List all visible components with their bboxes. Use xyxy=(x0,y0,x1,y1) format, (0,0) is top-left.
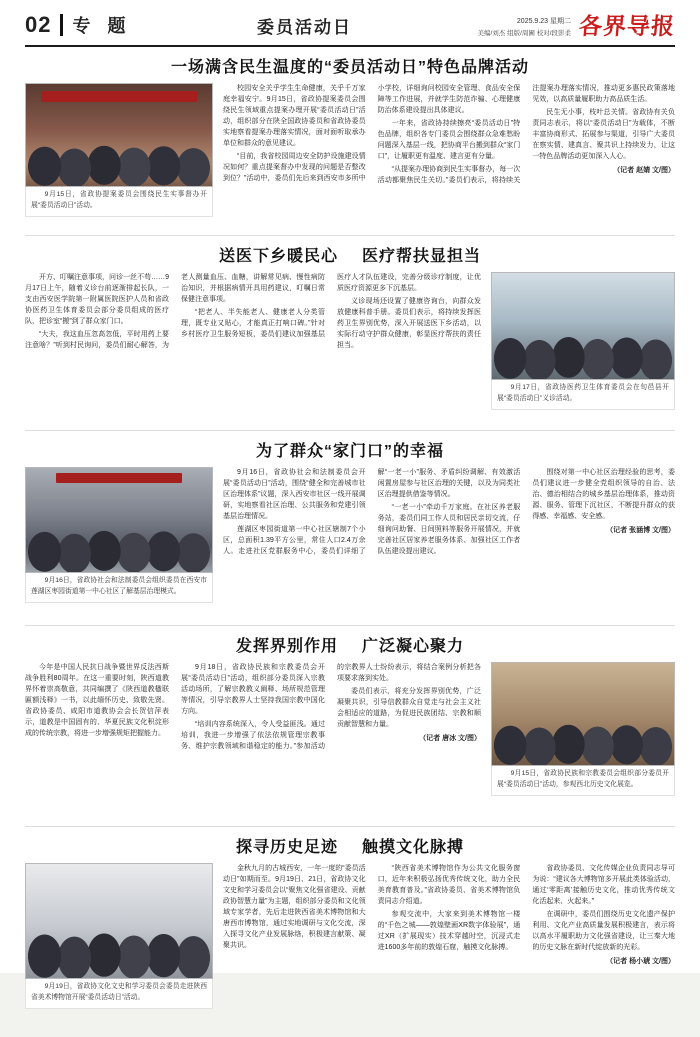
article-body xyxy=(223,467,675,619)
page-number: 02 xyxy=(25,12,52,37)
edition-title: 委员活动日 xyxy=(256,18,352,38)
red-banner xyxy=(56,473,182,482)
paragraph: 莲湖区枣园街道第一中心社区辖制7个小区，总面积1.39平方公里，常住人口2.4万余人。走进社区党群服务中心，委员们详细了解“一老一小”服务、矛盾纠纷调解、有效激活闲置房屋参与社区治理的关键，以及为同类社区治理提供借鉴等情况。 xyxy=(223,469,521,556)
photo-caption: 9月16日，省政协社会和法制委员会组织委员在西安市莲湖区枣园街道第一中心社区了解基层治理模式。 xyxy=(25,573,213,603)
headline-right: 医疗帮扶显担当 xyxy=(362,248,482,265)
visit-photo xyxy=(491,662,675,766)
photo-caption: 9月17日，省政协医药卫生体育委员会在旬邑县开展“委员活动日”义诊活动。 xyxy=(491,380,675,410)
photo-caption: 9月15日，省政协提案委员会围绕民生实事督办开展“委员活动日”活动。 xyxy=(25,187,213,217)
photo-caption: 9月19日，省政协文化文史和学习委员会委员走进陕西省美术博物馆开展“委员活动日”活动。 xyxy=(25,979,213,1009)
headline-left: 送医下乡暖民心 xyxy=(218,248,338,265)
page-header xyxy=(25,12,675,47)
byline: （记者 唐冰 文/图） xyxy=(419,735,481,743)
header-divider xyxy=(60,14,63,36)
people-silhouettes xyxy=(492,718,674,765)
group-photo xyxy=(25,467,213,573)
photo-figure xyxy=(491,272,675,424)
byline: （记者 赵婧 文/图） xyxy=(613,167,675,175)
paragraph: 9月16日，省政协社会和法制委员会开展“委员活动日”活动，围绕“健全和完善城市社区治理体系”议题，深入西安市社区一线开展调研，实地察看社区治理、公共服务和党建引领基层治理情况。 xyxy=(223,469,366,521)
paragraph: 围绕对第一中心社区治理经验的思考，委员们建议进一步健全党组织领导的自治、法治、德治相结合的城乡基层治理体系，推动资源、服务、管理下沉社区，不断提升群众的获得感、幸福感、安全感。 xyxy=(532,469,675,521)
photo-figure xyxy=(491,662,675,820)
section-title: 专 题 xyxy=(72,16,132,36)
paragraph: “大夫，我这血压忽高忽低，平时用药上要注意啥？”听到村民询问，委员们耐心解答，为老人测量血压、血糖，讲解常见病、慢性病防治知识，并根据病情开具用药建议，叮嘱日常保健注意事项。 xyxy=(25,274,325,350)
paragraph: 在调研中，委员们围绕历史文化遗产保护利用、文化产业高质量发展积极建言，表示将以高水平履职助力文化强省建设，让三秦大地的历史文脉在新时代绽放新的光彩。 xyxy=(532,911,675,952)
photo-figure xyxy=(25,467,213,619)
paragraph: 金秋九月的古城西安，一年一度的“委员活动日”如期而至。9月19日、21日，省政协文化文史和学习委员会以“聚焦文化强省建设、贡献政协智慧力量”为主题，组织部分委员和文化领域专家学者，先后走进陕西省美术博物馆和大唐西市博物馆，通过实地调研与文化交流，深入探寻文化产业发展脉络，积极建言献策、凝聚共识。 xyxy=(223,865,366,950)
photo-caption: 9月15日，省政协民族和宗教委员会组织部分委员开展“委员活动日”活动，参观西北历史文化展览。 xyxy=(491,766,675,796)
headline-left: 探寻历史足迹 xyxy=(235,839,338,856)
article-headline: 一场满含民生温度的“委员活动日”特色品牌活动 xyxy=(170,59,529,76)
paragraph: 参观交流中，大家来到美术博物馆一楼的“千色之城——敦煌壁画XR数字体验展”，通过XR（扩展现实）技术穿越时空，沉浸式走进1600多年前的敦煌石窟，触摸文化脉搏。 xyxy=(377,911,521,952)
byline: （记者 张涵博 文/图） xyxy=(606,527,675,535)
article-body xyxy=(25,272,481,424)
article-content xyxy=(25,662,675,820)
header-left xyxy=(25,12,132,38)
paragraph: 开方、叮嘱注意事项，问诊一丝不苟……9月17日上午，随着义诊台前逐渐排起长队，一支由西安医学院第一附属医院医护人员和省政协医药卫生体育委员会部分委员组成的医疗队，把诊室“搬”到了群众家门口。 xyxy=(25,274,169,326)
photo-figure xyxy=(25,83,213,229)
article-content xyxy=(25,272,675,424)
article-content xyxy=(25,863,675,1031)
paragraph: 一年来，省政协持续擦亮“委员活动日”特色品牌，组织各专门委员会围绕群众急难愁盼问题深入基层一线，把协商平台搬到群众“家门口”，让履职更有温度、建言更有分量。 xyxy=(377,120,521,161)
article-content xyxy=(25,467,675,619)
meeting-photo xyxy=(25,83,213,187)
paragraph: 省政协委员、文化传媒企业负责同志导可为说：“建议各大博物馆多开展此类体验活动，通过‘零距离’接触历史文化，推动优秀传统文化活起来、火起来。” xyxy=(532,865,675,906)
article-activity-brand xyxy=(25,47,675,236)
paragraph: “培训内容系统深入，令人受益匪浅。通过培训，我进一步增强了依法依规管理宗教事务、维护宗教领域和谐稳定的能力。”参加活动的宗教界人士纷纷表示，将结合案例分析把各项要求落到实处。 xyxy=(181,664,481,751)
article-content xyxy=(25,83,675,229)
article-body xyxy=(223,863,675,1031)
header-right xyxy=(477,15,675,38)
headline-right: 触摸文化脉搏 xyxy=(362,839,465,856)
paragraph: “陕西省美术博物馆作为公共文化服务窗口，近年来积极弘扬优秀传统文化，助力全民美育教育普及。”省政协委员、省美术博物馆负责同志介绍道。 xyxy=(377,865,521,906)
article-community-governance xyxy=(25,431,675,626)
red-banner xyxy=(41,91,197,102)
paragraph: “一老一小”牵动千万家庭。在社区养老服务站，委员们同工作人员和居民亲切交流，仔细询问助餐、日间照料等服务开展情况，并就完善社区居家养老服务体系、加强社区工作者队伍建设提出建议。 xyxy=(377,504,521,556)
newspaper-logo: 各界导报 xyxy=(577,13,677,40)
article-religious-affairs xyxy=(25,626,675,827)
paragraph: 民生无小事，枝叶总关情。省政协有关负责同志表示，将以“委员活动日”为载体，不断丰富协商形式、拓展参与渠道，引导广大委员在察实情、建真言、聚共识上持续发力，让这一特色品牌活动更加深入人心。 xyxy=(532,109,675,161)
paragraph: “目前，我省校园周边安全防护设施建设情况如何？重点提案督办中发现的问题是否整改到位？”活动中，委员们先后来到西安市多所中小学校，详细询问校园安全管理、食品安全保障等工作进展，并就学生防范诈骗、心理健康防治体系建设提出具体建议。 xyxy=(223,85,521,183)
paragraph: “把老人、半失能老人、健康老人分类管理，既专业又贴心，才能真正打响口碑。”针对乡村医疗卫生服务短板，委员们建议加强基层医疗人才队伍建设，完善分级诊疗制度，让优质医疗资源更多下沉基层。 xyxy=(181,274,481,339)
clinic-photo xyxy=(491,272,675,380)
people-silhouettes xyxy=(492,330,674,379)
article-medical-aid xyxy=(25,236,675,431)
paragraph: 今年是中国人民抗日战争暨世界反法西斯战争胜利80周年。在这一重要时刻，陕西道教界怀着崇高敬意，共同编撰了《陕西道教楹联匾额浅释》一书，以此缅怀历史、致敬先贤。省政协委员、咸阳市道教协会会长贺信萍表示，道教是中国固有的、华夏民族文化积淀形成的传统宗教，将进一步增强规矩把握能力。 xyxy=(25,664,169,738)
paragraph: 校园安全关乎学生生命健康，关乎千万家庭幸福安宁。9月15日，省政协提案委员会围绕民生领域重点提案办理开展“委员活动日”活动，组织部分在陕全国政协委员和省政协委员实地察看提案办理落实情况，面对面听取承办单位和群众的意见建议。 xyxy=(223,85,366,148)
paragraph: 义诊现场还设置了健康咨询台，向群众发放健康科普手册。委员们表示，将持续发挥医药卫生界别优势，深入开展送医下乡活动，以实际行动守护群众健康，彰显医疗帮扶的责任担当。 xyxy=(337,298,481,350)
people-silhouettes xyxy=(26,926,212,978)
article-headline: 为了群众“家门口”的幸福 xyxy=(255,443,444,460)
photo-figure xyxy=(25,863,213,1031)
header-meta xyxy=(477,16,571,37)
paragraph: “从提案办理协商到民生实事督办，每一次活动都聚焦民生关切。”委员们表示，将持续关注提案办理落实情况，推动更多惠民政策落地见效，以高质量履职助力高品质生活。 xyxy=(377,85,675,185)
article-headline xyxy=(25,243,675,266)
staff-credits: 美编/刘杰 组版/周圃 校对/段影柔 xyxy=(477,30,571,37)
paragraph: 9月18日，省政协民族和宗教委员会开展“委员活动日”活动，组织部分委员深入宗教活动场所，了解宗教教义阐释、场所规范管理等情况，引导宗教界人士坚持我国宗教中国化方向。 xyxy=(181,664,325,716)
article-body xyxy=(25,662,481,820)
headline-right: 广泛凝心聚力 xyxy=(362,638,465,655)
byline: （记者 杨小琥 文/图） xyxy=(606,958,675,966)
article-headline xyxy=(25,633,675,656)
issue-date: 2025.9.23 星期二 xyxy=(516,18,571,25)
article-headline xyxy=(25,834,675,857)
museum-photo xyxy=(25,863,213,979)
article-culture-heritage xyxy=(25,827,675,1037)
headline-left: 发挥界别作用 xyxy=(235,638,338,655)
article-body xyxy=(223,83,675,229)
paragraph: 委员们表示，将充分发挥界别优势，广泛凝聚共识，引导信教群众自觉走与社会主义社会相适应的道路，为促进民族团结、宗教和顺贡献智慧和力量。 xyxy=(337,688,481,729)
people-silhouettes xyxy=(26,524,212,572)
people-silhouettes xyxy=(26,139,212,186)
